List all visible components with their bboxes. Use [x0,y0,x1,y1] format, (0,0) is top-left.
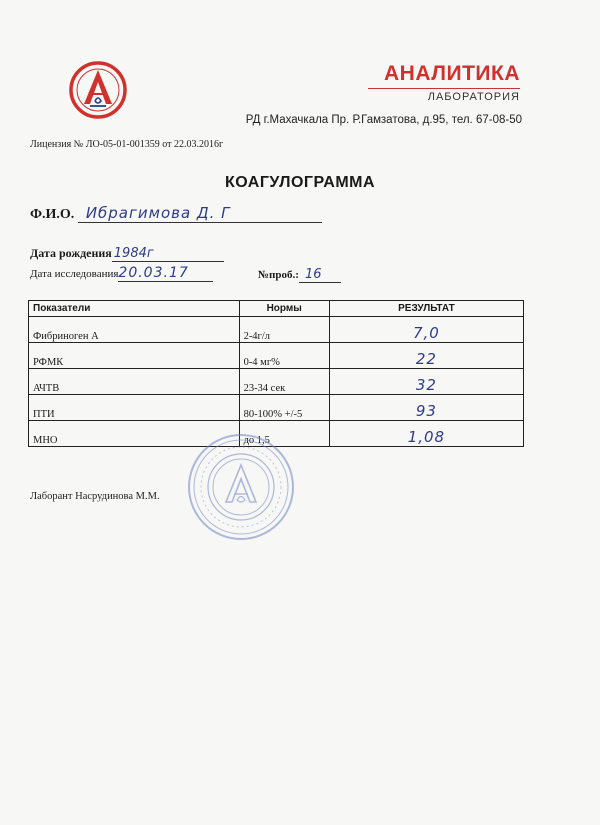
birth-date-field [30,246,224,262]
brand-subtitle: ЛАБОРАТОРИЯ [368,88,520,103]
parameter-result: 93 [329,395,523,421]
lab-technician-signature: Лаборант Насрудинова М.М. [30,491,160,502]
header-parameter: Показатели [29,301,240,317]
birth-date-value: 1984г [112,247,224,262]
header-norms: Нормы [239,301,329,317]
parameter-result: 22 [329,343,523,369]
results-table [28,300,524,447]
parameter-norm: 2-4г/л [239,317,329,343]
parameter-name: ПТИ [29,395,240,421]
patient-name-value: Ибрагимова Д. Г [78,206,322,223]
parameter-result: 1,08 [329,421,523,447]
parameter-name: Фибриноген А [29,317,240,343]
parameter-name: РФМК [29,343,240,369]
license-line: Лицензия № ЛО-05-01-001359 от 22.03.2016г [30,139,224,150]
parameter-norm: до 1,5 [239,421,329,447]
parameter-result: 32 [329,369,523,395]
document-title: КОАГУЛОГРАММА [224,174,376,191]
parameter-norm: 0-4 мг% [239,343,329,369]
birth-date-label: Дата рождения [30,246,112,260]
parameter-name: АЧТВ [29,369,240,395]
round-seal-stamp-icon [186,432,296,542]
study-date-value: 20.03.17 [118,266,213,282]
sample-number-value: 16 [299,268,341,283]
brand-name: АНАЛИТИКА [384,62,520,85]
sample-number-label: №проб.: [258,269,299,281]
parameter-norm: 80-100% +/-5 [239,395,329,421]
lab-flask-logo-icon [68,60,128,120]
patient-name-field [30,206,322,223]
table-row [29,369,524,395]
study-date-label: Дата исследования [30,268,119,280]
table-row [29,395,524,421]
sample-number-field [258,268,341,283]
header-result: РЕЗУЛЬТАТ [329,301,523,317]
table-row [29,317,524,343]
brand-block [368,62,520,103]
parameter-name: МНО [29,421,240,447]
lab-address: РД г.Махачкала Пр. Р.Гамзатова, д.95, тел. 67-08-50 [245,114,522,126]
parameter-result: 7,0 [329,317,523,343]
study-date-field [30,266,213,282]
parameter-norm: 23-34 сек [239,369,329,395]
patient-name-label: Ф.И.О. [30,207,75,222]
table-row [29,343,524,369]
table-header-row [29,301,524,317]
